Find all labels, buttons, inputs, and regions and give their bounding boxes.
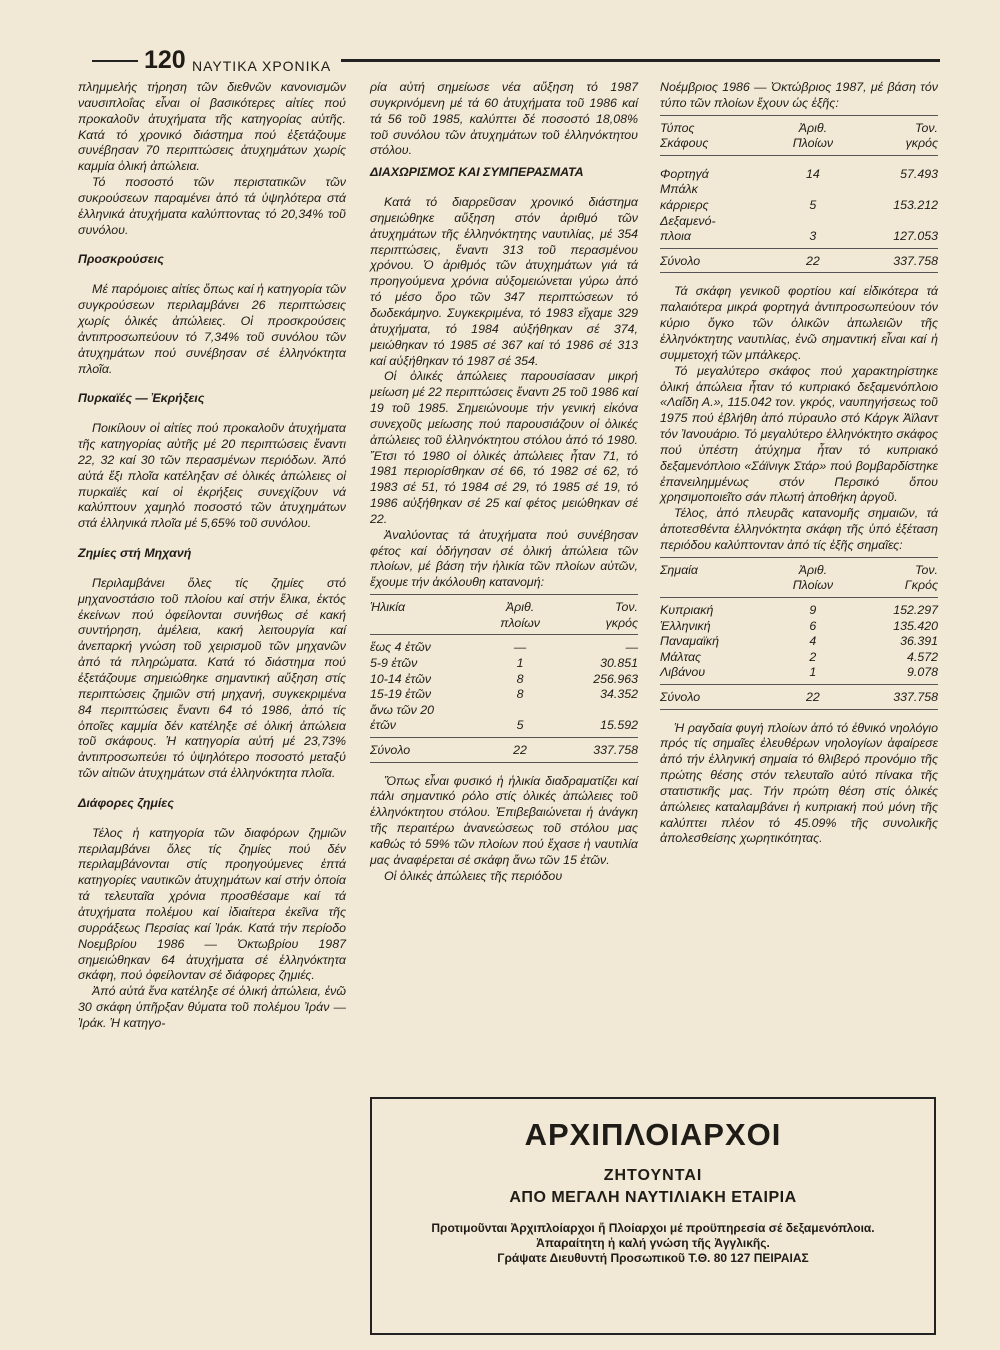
table-rule [660, 115, 938, 116]
ad-subtitle-company: ΑΠΟ ΜΕΓΑΛΗ ΝΑΥΤΙΛΙΑΚΗ ΕΤΑΙΡΙΑ [509, 1189, 797, 1206]
table-total-row: Σύνολο 22 337.758 [660, 253, 938, 268]
age-table-total [370, 743, 638, 759]
ship-type-table-body [660, 167, 938, 245]
publication-title: ΝΑΥΤΙΚΑ ΧΡΟΝΙΚΑ [192, 58, 341, 74]
ship-type-table [660, 121, 938, 152]
job-advertisement [370, 1097, 936, 1335]
column-header: Ἀριθ. πλοίων [500, 600, 540, 630]
flag-table-body [660, 603, 938, 681]
page-header [92, 46, 940, 82]
table-header-row [660, 563, 938, 594]
table-total-row: Σύνολο 22 337.758 [660, 689, 938, 704]
column-2 [370, 80, 638, 884]
column-header: Τον. γκρός [605, 600, 638, 630]
ship-type-table-total [660, 254, 938, 270]
flag-table-total [660, 690, 938, 706]
paragraph: Τά σκάφη γενικοῦ φορτίου καί εἰδικότερα τά παλαιότερα μικρά φορτηγά ἀντιπροσωπεύουν τόν κύριο ὄγκο τῶν ὁλικῶν ἀπωλειῶν τῆς ἑλληνόκτητης ναυτιλίας, ἐνῶ σημαντική εἶναι καί ἡ συμμετοχή τῶν μπάλκερς. [660, 284, 938, 362]
paragraph: Ἡ ραγδαία φυγή πλοίων ἀπό τό ἐθνικό νηολόγιο πρός τίς σημαῖες ἐλευθέρων νηολογίων ἀφαίρεσε ἀπό τήν ἑλληνική σημαία τό θλιβερό προνόμιο τῆς πρώτης θέσης στόν τελευταῖο αὐτό πίνακα τῆς στατιστικῆς μας. Τήν πρώτη θέση στίς ὁλικές ἀπώλειες καταλαμβάνει ἡ κυπριακή πού μόνη τῆς καλύπτει πλέον τό 45.09% τῆς συνολικῆς ἀπολεσθείσης χωρητικότητας. [660, 720, 938, 846]
section-heading-fires: Πυρκαϊές — Ἐκρήξεις [78, 391, 205, 406]
table-row: ἄνω τῶν 20 [370, 702, 435, 717]
table-rule [370, 737, 638, 738]
paragraph: Ποικίλουν οἱ αἰτίες πού προκαλοῦν ἀτυχήματα τῆς κατηγορίας αὐτῆς μέ 20 περιπτώσεις ἔναντι 22, 32 καί 30 τῶν περασμένων περιόδων. Ἀπό αὐτά ἔξι πλοῖα κατέληξαν σέ ὁλικές ἀπώλειες οἱ πυρκαϊές καί οἱ ἐκρήξεις συνεχίζουν νά καλύπτουν χαμηλό ποσοστό τῶν ἀτυχημάτων στά ἑλληνικά πλοῖα μέ 5,65% τοῦ συνόλου. [78, 421, 346, 531]
paragraph: Ἀπό αὐτά ἕνα κατέληξε σέ ὁλική ἀπώλεια, ἐνῶ 30 σκάφη ὑπῆρξαν θύματα τοῦ πολέμου Ἰράν — Ἰράκ. Ἡ κατηγο- [78, 984, 346, 1030]
column-header: Τύπος Σκάφους [660, 120, 709, 151]
ad-body [372, 1221, 934, 1266]
section-heading-collisions: Προσκρούσεις [78, 252, 164, 267]
table-rule [370, 634, 638, 635]
table-header-row [660, 121, 938, 152]
ad-line: Προτιμοῦνται Ἀρχιπλοίαρχοι ἤ Πλοίαρχοι μέ προϋπηρεσία σέ δεξαμενόπλοια. [431, 1221, 875, 1235]
paragraph: Οἱ ὁλικές ἀπώλειες παρουσίασαν μικρή μείωση μέ 22 περιπτώσεις ἔναντι 25 τοῦ 1986 καί 19 τοῦ 1985. Σημειώνουμε τήν γενική εἰκόνα συνεχοῦς μείωσης πού παρουσιάζουν οἱ ὁλικές ἀπώλειες τοῦ ἑλληνόκτητου στόλου ἀπό τό 1980. Ἔτσι τό 1980 οἱ ὁλικές ἀπώλειες ἦταν 71, τό 1981 περιορίσθηκαν σέ 66, τό 1982 σέ 62, τό 1983 σέ 51, τό 1984 σέ 29, τό 1985 σέ 19, τό 1986 αὐξήθηκαν σέ 25 καί φέτος μειώθηκαν σέ 22. [370, 369, 638, 526]
ad-line: Ἀπαραίτητη ἡ καλή γνώση τῆς Ἀγγλικῆς. [536, 1236, 770, 1250]
table-rule [370, 594, 638, 595]
table-row: Παναμαϊκή 4 36.391 [660, 634, 938, 649]
table-rule [660, 709, 938, 710]
paragraph: Τέλος, ἀπό πλευρᾶς κατανομῆς σημαιῶν, τά ἀποτεσθέντα ἑλληνόκτητα σκάφη τῆς ὑπό ἐξέταση περιόδου καλύπτονταν ἀπό τίς ἑξῆς σημαῖες: [660, 506, 938, 552]
paragraph: Τέλος ἡ κατηγορία τῶν διαφόρων ζημιῶν περιλαμβάνει ὅλες τίς ζημίες πού δέν περιλαμβάνονται στίς προηγούμενες ἑπτά κατηγορίες ναυτικῶν ἀτυχημάτων καί στήν ὁποία τά τελευταῖα χρόνια προσθέσαμε καί τά ἀτυχήματα πολέμου καί ἰδιαίτερα ἐκεῖνα τῆς συρράξεως Περσίας καί Ἰράκ. Κατά τήν περίοδο Νοεμβρίου 1986 — Ὀκτωβρίου 1987 σημειώθηκαν 64 ἀτυχήματα σέ ἑλληνόκτητα σκάφη, πού ὀφείλονταν σέ διάφορες ζημιές. [78, 825, 346, 983]
paragraph: Περιλαμβάνει ὅλες τίς ζημίες στό μηχανοστάσιο τοῦ πλοίου καί στήν ἕλικα, ἐκτός ἐκείνων πού ὀφείλονται συνήθως σέ κακή συντήρηση, ἀμέλεια, κακή λειτουργία καί ἀνεπαρκή γνώση τοῦ χειρισμοῦ τῶν μηχανῶν ἀπό τά πληρώματα. Κατά τό διάστημα πού ἐξετάζουμε σημειώθηκε σημαντική αὔξηση στίς περιπτώσεις ζημιῶν στή μηχανή, συγκεκριμένα 84 περιπτώσεις ἔναντι 64 τό 1986, ἀπό τίς ὁποῖες καμμία δέν κατέληξε σέ ὁλική ἀπώλεια τοῦ σκάφους. Ἡ κατηγορία αὐτή μέ 23,73% ἀντιπροσωπεύει τό ὑψηλότερο ποσοστό μεταξύ τῶν αἰτιῶν ἀτυχημάτων στά ἑλληνόκτητα πλοῖα. [78, 575, 346, 781]
table-row: Μάλτας 2 4.572 [660, 649, 938, 664]
column-header: Τον. γκρός [905, 120, 938, 151]
table-rule [660, 597, 938, 598]
table-row: 5-9 ἐτῶν 1 30.851 [370, 655, 638, 670]
table-row: 15-19 ἐτῶν 8 34.352 [370, 687, 638, 702]
table-row: 10-14 ἐτῶν 8 256.963 [370, 671, 638, 686]
column-1 [78, 80, 346, 1032]
section-heading-conclusions: ΔΙΑΧΩΡΙΣΜΟΣ ΚΑΙ ΣΥΜΠΕΡΑΣΜΑΤΑ [370, 165, 584, 180]
table-header-row [370, 600, 638, 631]
table-row: Κυπριακή 9 152.297 [660, 602, 938, 617]
table-row: Δεξαμενό- [660, 213, 716, 228]
paragraph: Ὅπως εἶναι φυσικό ἡ ἡλικία διαδραματίζει καί πάλι σημαντικό ρόλο στίς ὁλικές ἀπώλειες τοῦ ἑλληνόκτητου στόλου. Ἐπιβεβαιώνεται ἡ ἀνάγκη τῆς περαιτέρω ἀνανεώσεως τοῦ στόλου μας καθώς τό 59% τῶν πλοίων πού ἔχασε ἡ ναυτιλία μας ἀναφέρεται σέ σκάφη ἄνω τῶν 15 ἐτῶν. [370, 773, 638, 867]
table-row: Λιβάνου 1 9.078 [660, 665, 938, 680]
page-number: 120 [144, 46, 186, 74]
column-header: Ἀριθ. Πλοίων [792, 120, 834, 151]
table-row: ἐτῶν 5 15.592 [370, 718, 638, 733]
column-header: Σημαία [660, 562, 698, 577]
column-3 [660, 80, 938, 847]
paragraph: Οἱ ὁλικές ἀπώλειες τῆς περιόδου [384, 868, 563, 883]
paragraph: Τό μεγαλύτερο σκάφος πού χαρακτηρίστηκε ὁλική ἀπώλεια ἦταν τό κυπριακό δεξαμενόπλοιο «Λαΐδη Α.», 115.042 τον. γκρός, ναυπηγήσεως τοῦ 1975 πού ἐβλήθη ἀπό πύραυλο στό Κάργκ Ἀϊλαντ τόν Ἰανουάριο. Τό μεγαλύτερο ἑλληνόκτητο σκάφος πού ὑπέστη ἀτύχημα ἦταν τό κυπριακό δεξαμενόπλοιο «Σάϊνιγκ Στάρ» πού βομβαρδίστηκε ἐπανειλημμένως στόν Περσικό ὅπου χρησιμοποιεῖτο σάν πλωτή ἀποθήκη ἀργοῦ. [660, 363, 938, 505]
paragraph: Ἀναλύοντας τά ἀτυχήματα πού συνέβησαν φέτος καί ὁδήγησαν σέ ὁλική ἀπώλεια τῶν πλοίων, μέ βάση τήν ἡλικία τῶν πλοίων αὐτῶν, ἔχουμε τήν ἀκόλουθη κατανομή: [370, 527, 638, 590]
paragraph: Μέ παρόμοιες αἰτίες ὅπως καί ἡ κατηγορία τῶν συγκρούσεων περιλαμβάνει 26 περιπτώσεις χωρίς ὁλικές ἀπώλειες. Οἱ προσκρούσεις ἀντιπροσωπεύουν τό 7,34% τοῦ συνόλου τῶν ἀτυχημάτων πού συνέβησαν σέ ἑλληνόκτητα πλοῖα. [78, 282, 346, 376]
table-row: Φορτηγά 14 57.493 [660, 166, 938, 181]
paragraph: Νοέμβριος 1986 — Ὀκτώβριος 1987, μέ βάση τόν τύπο τῶν πλοίων ἔχουν ὡς ἑξῆς: [660, 80, 938, 110]
table-row: ἕως 4 ἐτῶν — — [370, 640, 638, 655]
table-rule [370, 762, 638, 763]
ad-title: ΑΡΧΙΠΛΟΙΑΡΧΟΙ [524, 1117, 782, 1152]
paragraph: Κατά τό διαρρεῦσαν χρονικό διάστημα σημειώθηκε αὔξηση στόν ἀριθμό τῶν ἀτυχημάτων τῆς ἑλληνόκτητης ναυτιλίας, μέ 354 περιπτώσεις, ἔναντι 313 τοῦ περασμένου χρόνου. Ὁ ἀριθμός τῶν ἀτυχημάτων γιά τά προηγούμενα χρόνια αὐξομειώνεται γύρω ἀπό τό μέσο ὅρο τῶν 347 περιπτώσεων τό δωδεκάμηνο. Συγκεκριμένα, τό 1983 εἴχαμε 329 ἀτυχήματα, τό 1984 αὐξήθηκαν σέ 374, μειώθηκαν τό 1985 σέ 367 καί τό 1986 σέ 313 καί αὐξήθηκαν τό 1987 σέ 354. [370, 195, 638, 368]
column-header: Ἀριθ. Πλοίων [792, 562, 834, 593]
ad-subtitle: ΖΗΤΟΥΝΤΑΙ [603, 1167, 703, 1184]
table-row: κάρριερς 5 153.212 [660, 198, 938, 213]
table-total-row: Σύνολο 22 337.758 [370, 742, 638, 757]
table-rule [660, 557, 938, 558]
section-heading-misc: Διάφορες ζημίες [78, 795, 174, 810]
age-table [370, 600, 638, 631]
age-table-body [370, 640, 638, 734]
column-header: Ἡλικία [370, 600, 406, 615]
column-header: Τον. Γκρός [904, 562, 938, 593]
paragraph: ρία αὐτή σημείωσε νέα αὔξηση τό 1987 συγκρινόμενη μέ τά 60 ἀτυχήματα τοῦ 1986 καί τά 56 τοῦ 1985, καλύπτει δέ ποσοστό 18,08% τοῦ συνόλου τῶν ἀτυχημάτων τοῦ ἑλληνόκτητου στόλου. [370, 80, 638, 158]
flag-table [660, 563, 938, 594]
table-row: πλοια 3 127.053 [660, 229, 938, 244]
table-rule [660, 155, 938, 156]
header-rule-left [92, 60, 138, 62]
section-heading-engine: Ζημίες στή Μηχανή [78, 546, 192, 561]
paragraph: Τό ποσοστό τῶν περιστατικῶν τῶν συκρούσεων παραμένει ἀπό τά ὑψηλότερα στά ἑλληνικά ἀτυχήματα καλύπτοντας τό 20,34% τοῦ συνόλου. [78, 175, 346, 237]
table-rule [660, 684, 938, 685]
table-row: Ἑλληνική 6 135.420 [660, 618, 938, 633]
table-rule [660, 248, 938, 249]
paragraph: πλημμελής τήρηση τῶν διεθνῶν κανονισμῶν ναυσιπλοΐας εἶναι οἱ βασικότερες αἰτίες πού προκαλοῦν ἀτυχήματα τῆς κατηγορίας αὐτῆς. Κατά τό χρονικό διάστημα πού ἐξετάζουμε συνέβησαν 70 περιπτώσεις ἀτυχημάτων χωρίς καμμία ὁλική ἀπώλεια. [78, 80, 346, 174]
ad-contact: Γράψατε Διευθυντή Προσωπικοῦ Τ.Θ. 80 127 ΠΕΙΡΑΙΑΣ [497, 1251, 809, 1265]
table-rule [660, 272, 938, 273]
table-row: Μπάλκ [660, 182, 698, 197]
